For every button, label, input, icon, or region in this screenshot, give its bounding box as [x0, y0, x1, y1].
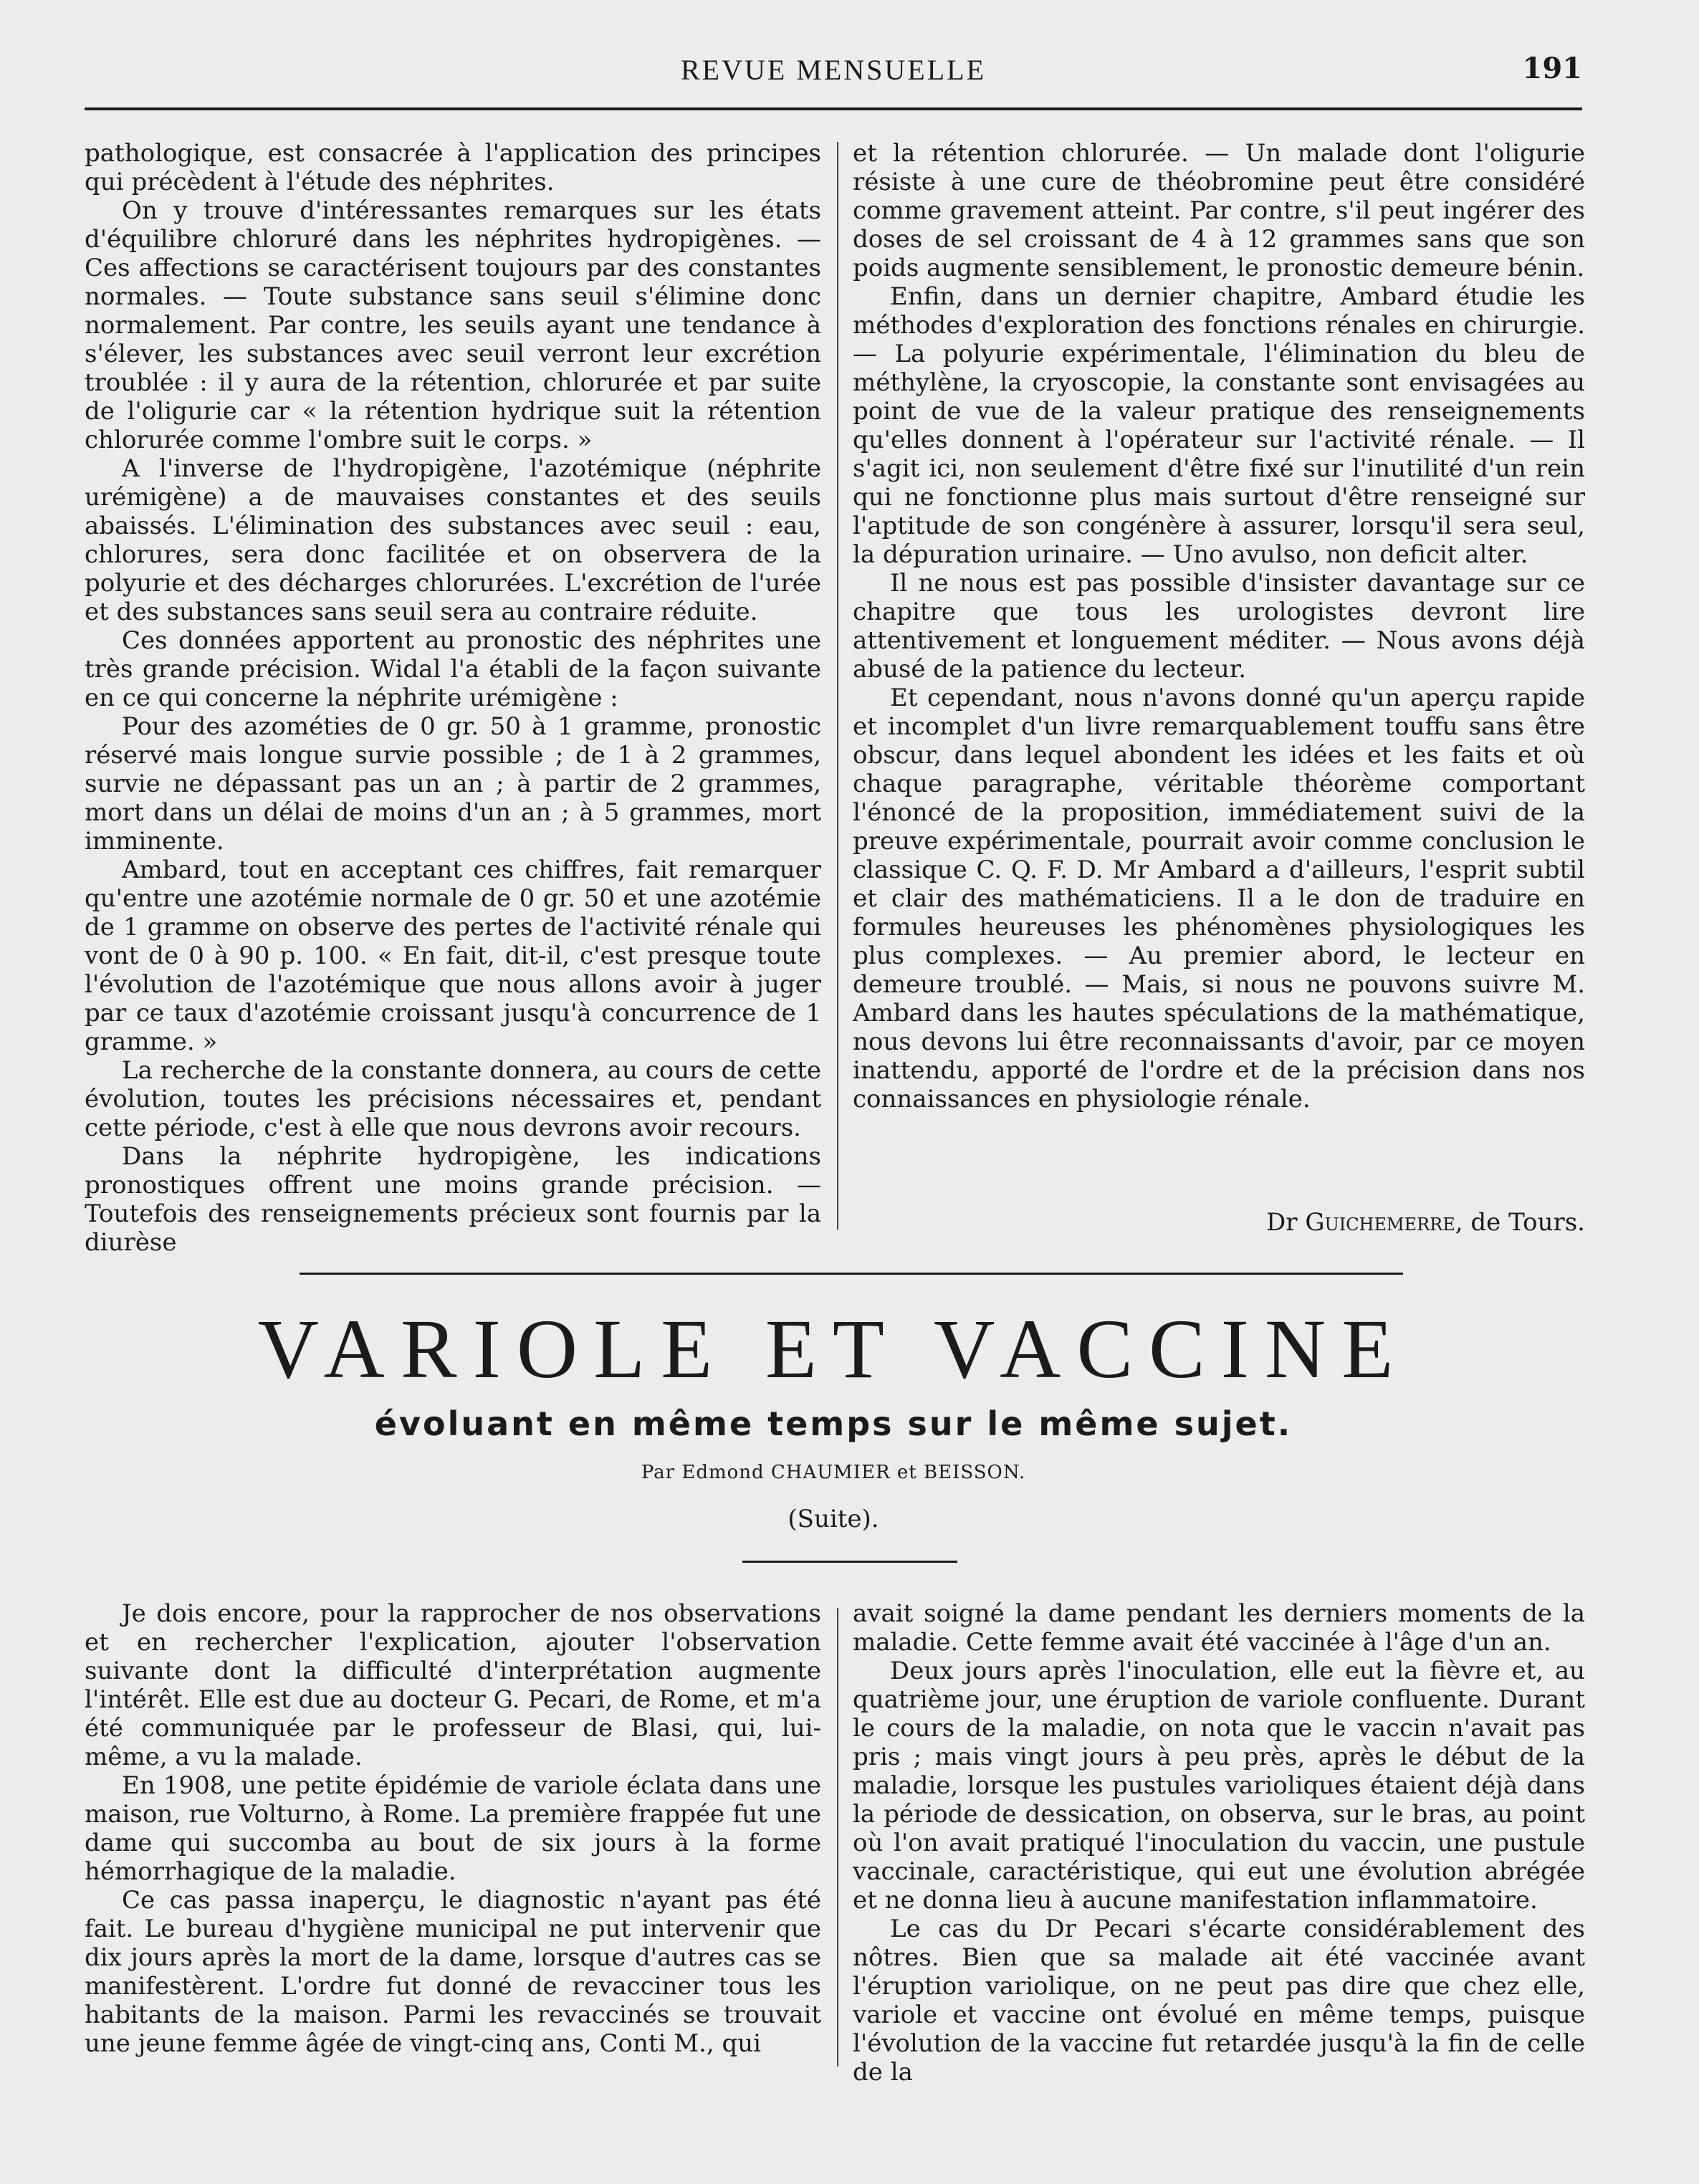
paragraph: A l'inverse de l'hydropigène, l'azotémique (néphrite urémigène) a de mauvaises constantes et des seuils abaissés. L'élimination des substances avec seuil : eau, chlorures, sera donc facilitée et on observera de la polyurie et des décharges chlorurées. L'excrétion de l'urée et des substances sans seuil sera au contraire réduite.: [85, 454, 821, 626]
author-signature: [853, 1208, 1585, 1237]
paragraph: Le cas du Dr Pecari s'écarte considérablement des nôtres. Bien que sa malade ait été vaccinée avant l'éruption variolique, on ne peut pas dire que chez elle, variole et vaccine ont évolué en même temps, puisque l'évolution de la vaccine fut retardée jusqu'à la fin de celle de la: [853, 1915, 1585, 2087]
paragraph: pathologique, est consacrée à l'application des principes qui précèdent à l'étude des néphrites.: [85, 139, 821, 196]
signature-name: Guichemerre: [1305, 1208, 1455, 1237]
paragraph: Et cependant, nous n'avons donné qu'un aperçu rapide et incomplet d'un livre remarquablement touffu sans être obscur, dans lequel abondent les idées et les faits et où chaque paragraphe, véritable théorème comportant l'énoncé de la proposition, immédiatement suivi de la preuve expérimentale, pourrait avoir comme conclusion le classique C. Q. F. D. Mr Ambard a d'ailleurs, l'esprit subtil et clair des mathématiciens. Il a le don de traduire en formules heureuses les phénomènes physiologiques les plus complexes. — Au premier abord, le lecteur en demeure troublé. — Mais, si nous ne pouvons suivre M. Ambard dans les hautes spéculations de la mathématique, nous devons lui être reconnaissants d'avoir, par ce moyen inattendu, apporté de l'ordre et de la précision dans nos connaissances en physiologie rénale.: [853, 684, 1585, 1113]
article1-column-left: [85, 139, 821, 1257]
paragraph: Enfin, dans un dernier chapitre, Ambard étudie les méthodes d'exploration des fonctions rénales en chirurgie. — La polyurie expérimentale, l'élimination du bleu de méthylène, la cryoscopie, la constante sont envisagées au point de vue de la valeur pratique des renseignements qu'elles donnent à l'opérateur sur l'activité rénale. — Il s'agit ici, non seulement d'être fixé sur l'inutilité d'un rein qui ne fonctionne plus mais surtout d'être renseigné sur l'aptitude de son congénère à assurer, lorsqu'il sera seul, la dépuration urinaire. — Uno avulso, non deficit alter.: [853, 282, 1585, 569]
paragraph: Dans la néphrite hydropigène, les indications pronostiques offrent une moins grande précision. — Toutefois des renseignements précieux sont fournis par la diurèse: [85, 1142, 821, 1257]
paragraph: Deux jours après l'inoculation, elle eut la fièvre et, au quatrième jour, une éruption de variole confluente. Durant le cours de la maladie, on nota que le vaccin n'avait pas pris ; mais vingt jours à peu près, après le début de la maladie, lorsque les pustules varioliques étaient déjà dans la période de dessication, on observa, sur le bras, au point où l'on avait pratiqué l'inoculation du vaccin, une pustule vaccinale, caractéristique, qui eut une évolution abrégée et ne donna lieu à aucune manifestation inflammatoire.: [853, 1657, 1585, 1915]
article2-column-left: [85, 1599, 821, 2058]
article1-column-right: [853, 139, 1585, 1113]
paragraph: En 1908, une petite épidémie de variole éclata dans une maison, rue Volturno, à Rome. La première frappée fut une dame qui succomba au bout de six jours à la forme hémorrhagique de la maladie.: [85, 1771, 821, 1886]
article-subtitle: évoluant en même temps sur le même sujet.: [374, 1404, 1293, 1443]
page-number: 191: [1522, 52, 1582, 85]
article-title: VARIOLE ET VACCINE: [257, 1302, 1410, 1396]
article-continuation: (Suite).: [788, 1505, 879, 1533]
journal-title: REVUE MENSUELLE: [680, 54, 987, 86]
column-divider: [837, 1608, 838, 2066]
column-divider: [837, 142, 838, 1230]
section-rule: [300, 1273, 1403, 1275]
paragraph: et la rétention chlorurée. — Un malade dont l'oligurie résiste à une cure de théobromine peut être considéré comme gravement atteint. Par contre, s'il peut ingérer des doses de sel croissant de 4 à 12 grammes sans que son poids augmente sensiblement, le pronostic demeure bénin.: [853, 139, 1585, 282]
paragraph: Il ne nous est pas possible d'insister davantage sur ce chapitre que tous les urologistes devront lire attentivement et longuement méditer. — Nous avons déjà abusé de la patience du lecteur.: [853, 569, 1585, 684]
paragraph: La recherche de la constante donnera, au cours de cette évolution, toutes les précisions nécessaires et, pendant cette période, c'est à elle que nous devrons avoir recours.: [85, 1056, 821, 1142]
header-rule: [85, 107, 1582, 110]
signature-place: , de Tours.: [1455, 1208, 1585, 1237]
paragraph: Je dois encore, pour la rapprocher de nos observations et en rechercher l'explication, ajouter l'observation suivante dont la difficulté d'interprétation augmente l'intérêt. Elle est due au docteur G. Pecari, de Rome, et m'a été communiquée par le professeur de Blasi, qui, lui-même, a vu la malade.: [85, 1599, 821, 1771]
signature-title: Dr: [1266, 1208, 1298, 1237]
article-byline: Par Edmond CHAUMIER et BEISSON.: [641, 1462, 1026, 1483]
running-head: [85, 49, 1582, 92]
paragraph: avait soigné la dame pendant les derniers moments de la maladie. Cette femme avait été vaccinée à l'âge d'un an.: [853, 1599, 1585, 1657]
paragraph: Pour des azométies de 0 gr. 50 à 1 gramme, pronostic réservé mais longue survie possible ; de 1 à 2 grammes, survie ne dépassant pas un an ; à partir de 2 grammes, mort dans un délai de moins d'un an ; à 5 grammes, mort imminente.: [85, 712, 821, 856]
paragraph: Ambard, tout en acceptant ces chiffres, fait remarquer qu'entre une azotémie normale de 0 gr. 50 et une azotémie de 1 gramme on observe des pertes de l'activité rénale qui vont de 0 à 90 p. 100. « En fait, dit-il, c'est presque toute l'évolution de l'azotémique que nous allons avoir à juger par ce taux d'azotémie croissant jusqu'à concurrence de 1 gramme. »: [85, 856, 821, 1056]
title-rule: [742, 1561, 957, 1563]
paragraph: Ces données apportent au pronostic des néphrites une très grande précision. Widal l'a établi de la façon suivante en ce qui concerne la néphrite urémigène :: [85, 626, 821, 712]
paragraph: On y trouve d'intéressantes remarques sur les états d'équilibre chloruré dans les néphrites hydropigènes. — Ces affections se caractérisent toujours par des constantes normales. — Toute substance sans seuil s'élimine donc normalement. Par contre, les seuils ayant une tendance à s'élever, les substances avec seuil verront leur excrétion troublée : il y aura de la rétention, chlorurée et par suite de l'oligurie car « la rétention hydrique suit la rétention chlorurée comme l'ombre suit le corps. »: [85, 196, 821, 454]
paragraph: Ce cas passa inaperçu, le diagnostic n'ayant pas été fait. Le bureau d'hygiène municipal ne put intervenir que dix jours après la mort de la dame, lorsque d'autres cas se manifestèrent. L'ordre fut donné de revacciner tous les habitants de la maison. Parmi les revaccinés se trouvait une jeune femme âgée de vingt-cinq ans, Conti M., qui: [85, 1886, 821, 2058]
article2-column-right: [853, 1599, 1585, 2087]
